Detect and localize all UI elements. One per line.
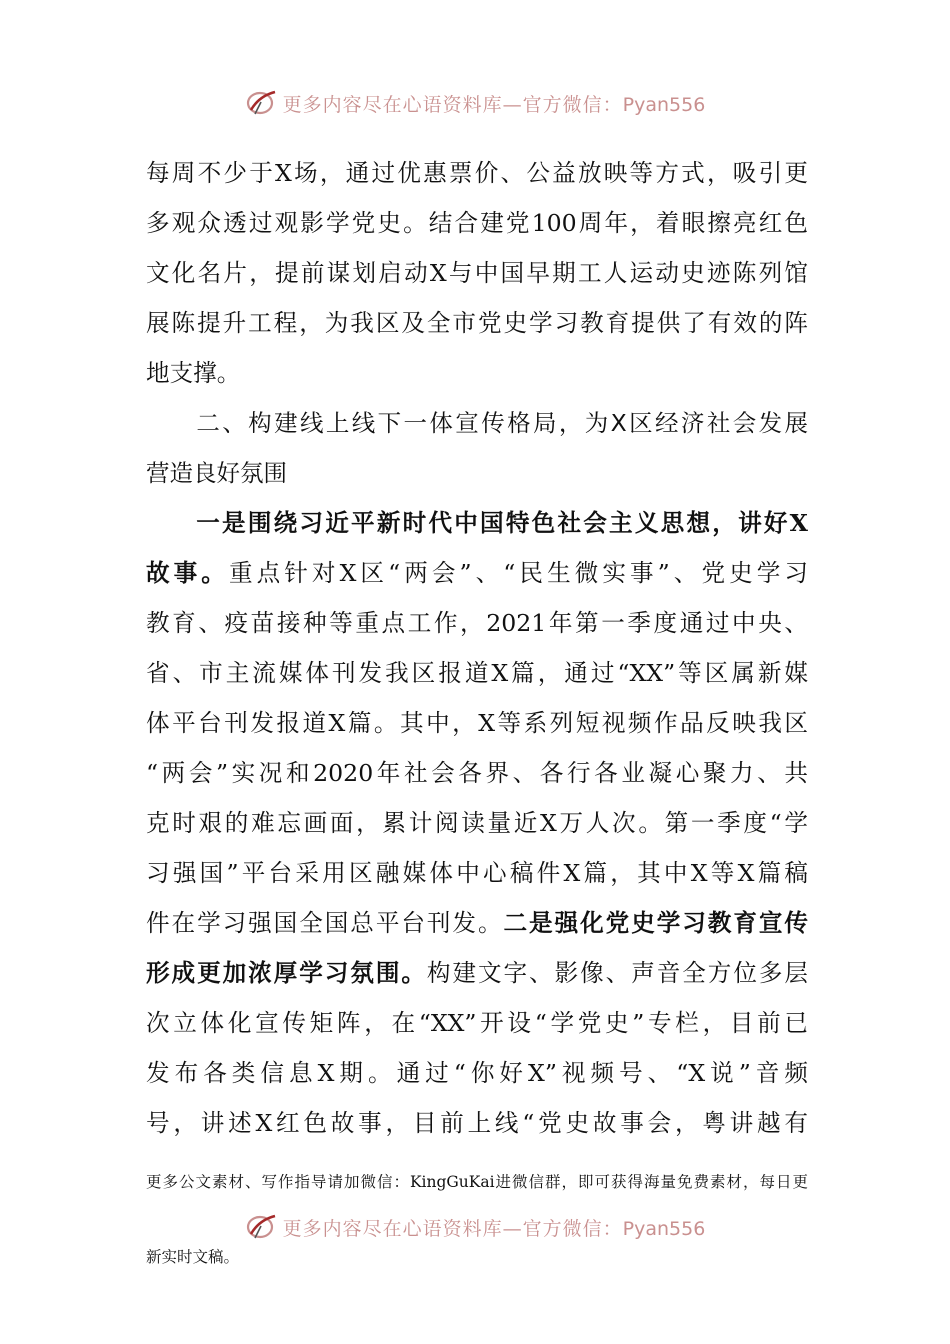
- footer-note-continued: 新实时文稿。: [146, 1248, 240, 1266]
- body-line: 发布各类信息X期。通过“你好X”视频号、“X说”音频: [146, 1059, 808, 1087]
- body-line: 次立体化宣传矩阵，在“XX”开设“学党史”专栏，目前已: [146, 1009, 808, 1037]
- watermark-text: 更多内容尽在心语资料库—官方微信：Pyan556: [282, 93, 706, 116]
- body-line: 文化名片，提前谋划启动X与中国早期工人运动史迹陈列馆: [146, 259, 808, 287]
- body-line: 地支撑。: [146, 359, 241, 387]
- document-body: [146, 148, 808, 1148]
- watermark-text: 更多内容尽在心语资料库—官方微信：Pyan556: [282, 1217, 706, 1240]
- body-line: 教育、疫苗接种等重点工作，2021年第一季度通过中央、: [146, 609, 808, 637]
- body-line: 故事。重点针对X区“两会”、“民生微实事”、党史学习: [146, 559, 808, 587]
- body-line: 体平台刊发报道X篇。其中，X等系列短视频作品反映我区: [146, 709, 808, 737]
- body-line: [146, 498, 808, 548]
- pen-swirl-logo-icon: [245, 1212, 279, 1242]
- bold-lead: 二是强化党史学习教育宣传: [503, 909, 808, 937]
- section-heading: 营造良好氛围: [146, 459, 287, 487]
- bold-lead: 形成更加浓厚学习氛围。: [146, 959, 427, 987]
- body-line: 号，讲述X红色故事，目前上线“党史故事会，粤讲越有: [146, 1109, 808, 1137]
- footer-note: 更多公文素材、写作指导请加微信：KingGuKai进微信群，即可获得海量免费素材，每日更: [146, 1173, 808, 1191]
- body-line: 展陈提升工程，为我区及全市党史学习教育提供了有效的阵: [146, 309, 808, 337]
- bold-lead: 一是围绕习近平新时代中国特色社会主义思想，讲好X: [194, 509, 808, 537]
- body-line: 克时艰的难忘画面，累计阅读量近X万人次。第一季度“学: [146, 809, 808, 837]
- body-line: 件在学习强国全国总平台刊发。二是强化党史学习教育宣传: [146, 909, 808, 937]
- pen-swirl-logo-icon: [245, 88, 279, 118]
- body-line: 形成更加浓厚学习氛围。构建文字、影像、声音全方位多层: [146, 959, 808, 987]
- section-heading: 二、构建线上线下一体宣传格局，为X区经济社会发展: [194, 409, 808, 437]
- watermark-banner-top: [0, 88, 950, 118]
- body-line: 习强国”平台采用区融媒体中心稿件X篇，其中X等X篇稿: [146, 859, 808, 887]
- bold-lead: 故事。: [146, 559, 229, 587]
- body-line: 省、市主流媒体刊发我区报道X篇，通过“XX”等区属新媒: [146, 659, 808, 687]
- body-line: 每周不少于X场，通过优惠票价、公益放映等方式，吸引更: [146, 159, 808, 187]
- watermark-banner-bottom: [0, 1212, 950, 1242]
- body-line: “两会”实况和2020年社会各界、各行各业凝心聚力、共: [146, 759, 808, 787]
- body-line: 多观众透过观影学党史。结合建党100周年，着眼擦亮红色: [146, 209, 808, 237]
